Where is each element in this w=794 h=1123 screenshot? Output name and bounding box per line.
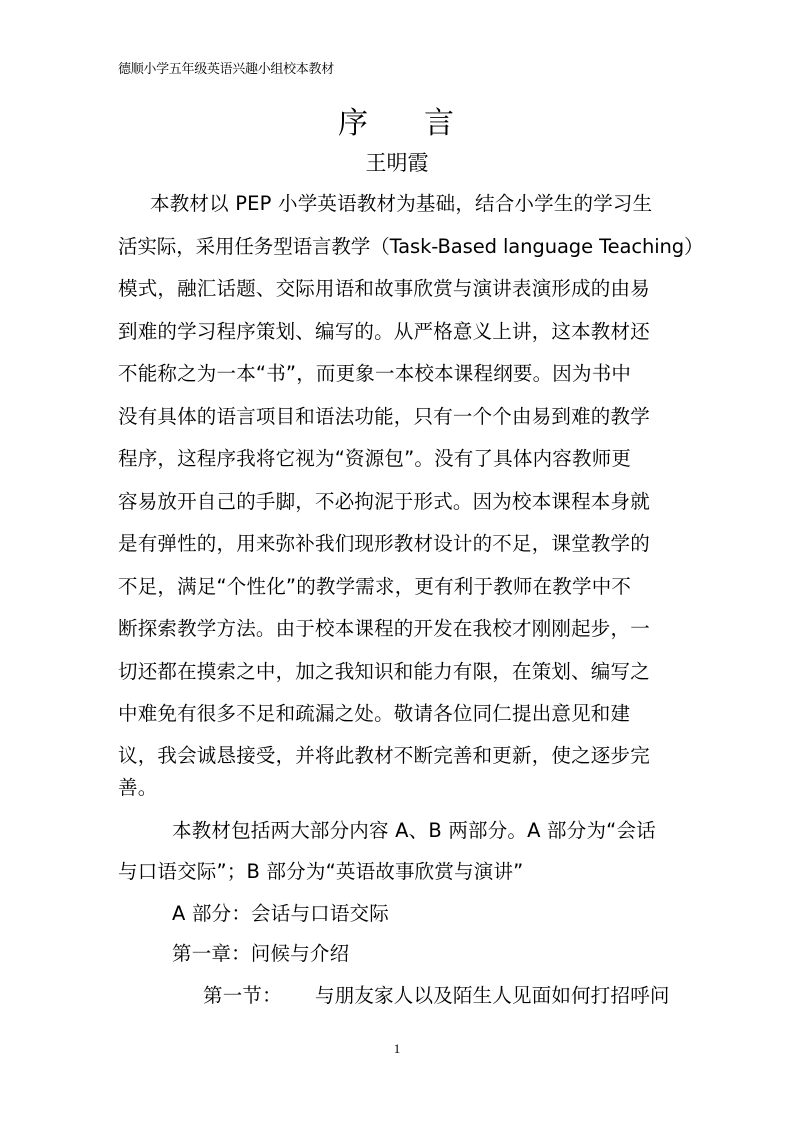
- preface-line: 切还都在摸索之中，加之我知识和能力有限，在策划、编写之: [118, 660, 650, 683]
- section-title: 与朋友家人以及陌生人见面如何打招呼问: [315, 984, 670, 1007]
- preface-line: 是有弹性的，用来弥补我们现形教材设计的不足，课堂教学的: [118, 532, 650, 555]
- contents-line: 与口语交际”；B 部分为“英语故事欣赏与演讲”: [118, 860, 524, 883]
- author-name: 王明霞: [365, 151, 429, 175]
- part-a-heading: A 部分：会话与口语交际: [172, 902, 389, 925]
- preface-line: 到难的学习程序策划、编写的。从严格意义上讲，这本教材还: [118, 320, 650, 343]
- preface-line: 模式，融汇话题、交际用语和故事欣赏与演讲表演形成的由易: [118, 277, 650, 300]
- preface-line: 断探索教学方法。由于校本课程的开发在我校才刚刚起步，一: [118, 617, 650, 640]
- preface-line: 本教材以 PEP 小学英语教材为基础，结合小学生的学习生: [150, 192, 653, 215]
- page-number: 1: [393, 1041, 401, 1056]
- chapter-heading: 第一章：问候与介绍: [172, 942, 350, 965]
- preface-line: 不能称之为一本“书”，而更象一本校本课程纲要。因为书中: [118, 362, 632, 385]
- preface-line: 中难免有很多不足和疏漏之处。敬请各位同仁提出意见和建: [118, 702, 631, 725]
- preface-line: 不足，满足“个性化”的教学需求，更有利于教师在教学中不: [118, 575, 632, 598]
- preface-line: 程序，这程序我将它视为“资源包”。没有了具体内容教师更: [118, 447, 632, 470]
- title-part-2: 言: [424, 106, 456, 141]
- preface-line: 善。: [118, 776, 158, 799]
- preface-line: 议，我会诚恳接受，并将此教材不断完善和更新，使之逐步完: [118, 744, 650, 767]
- title-part-1: 序: [338, 106, 370, 141]
- section-label: 第一节：: [203, 984, 282, 1007]
- preface-line: 活实际，采用任务型语言教学（Task-Based language Teaching）: [118, 235, 704, 258]
- preface-line: 容易放开自己的手脚，不必拘泥于形式。因为校本课程本身就: [118, 490, 650, 513]
- running-header: 德顺小学五年级英语兴趣小组校本教材: [118, 62, 334, 77]
- preface-line: 没有具体的语言项目和语法功能，只有一个个由易到难的教学: [118, 405, 650, 428]
- contents-line: 本教材包括两大部分内容 A、B 两部分。A 部分为“会话: [172, 819, 656, 842]
- page-title: [0, 98, 794, 142]
